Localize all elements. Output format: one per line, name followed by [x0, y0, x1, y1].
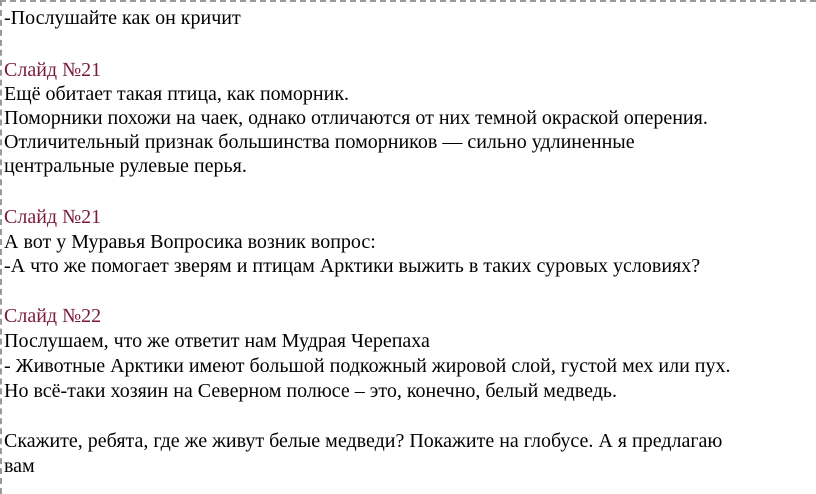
- closing-line: вам: [4, 455, 35, 477]
- paragraph-line: - Животные Арктики имеют большой подкожный жировой слой, густой мех или пух.: [4, 355, 731, 377]
- paragraph-line: Послушаем, что же ответит нам Мудрая Черепаха: [4, 330, 430, 352]
- paragraph-line: Поморники похожи на чаек, однако отличаются от них темной окраской оперения.: [4, 107, 708, 129]
- paragraph-line: Но всё-таки хозяин на Северном полюсе – это, конечно, белый медведь.: [4, 380, 617, 402]
- closing-line: Скажите, ребята, где же живут белые медведи? Покажите на глобусе. А я предлагаю: [4, 430, 723, 452]
- paragraph-line: центральные рулевые перья.: [4, 155, 247, 177]
- paragraph-line: Отличительный признак большинства поморников — сильно удлиненные: [4, 131, 635, 153]
- intro-line: -Послушайте как он кричит: [4, 7, 241, 29]
- slide-21-heading: Слайд №21: [4, 59, 102, 81]
- slide-21-second-heading: Слайд №21: [4, 206, 102, 228]
- slide-22-heading: Слайд №22: [4, 305, 102, 327]
- paragraph-line: А вот у Муравья Вопросика возник вопрос:: [4, 231, 376, 253]
- paragraph-line: Ещё обитает такая птица, как поморник.: [4, 83, 350, 105]
- paragraph-line: -А что же помогает зверям и птицам Арктики выжить в таких суровых условиях?: [4, 255, 701, 277]
